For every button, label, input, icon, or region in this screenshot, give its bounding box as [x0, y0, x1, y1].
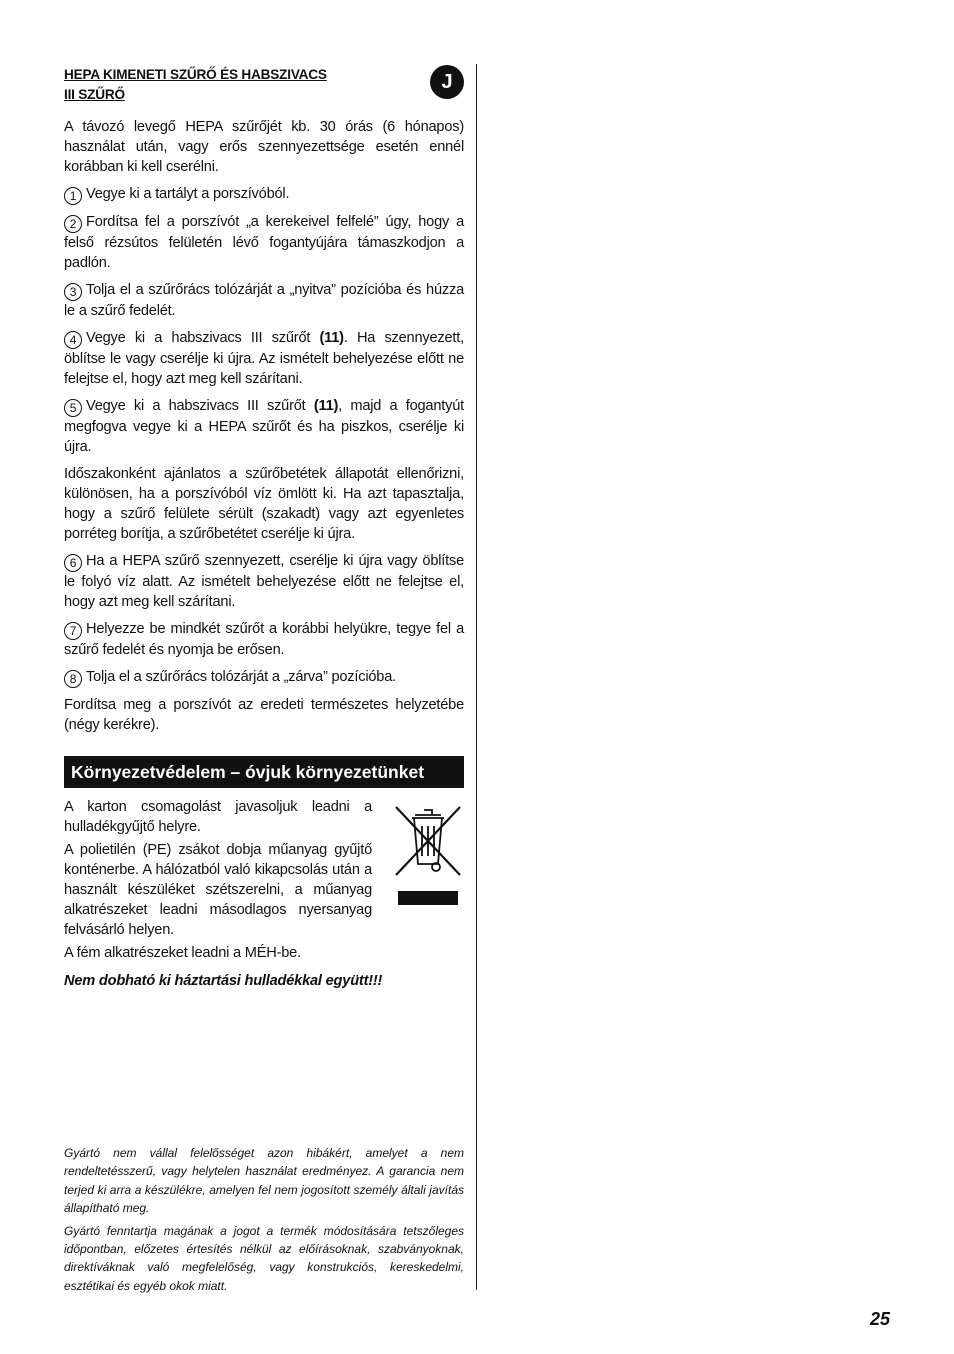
- step-number-5: 5: [64, 399, 82, 417]
- step-number-4: 4: [64, 331, 82, 349]
- page-number: 25: [870, 1309, 891, 1329]
- step-number-3: 3: [64, 283, 82, 301]
- step-4: 4 Vegye ki a habszivacs III szűrőt (11). Ha szennyezett, öblítse le vagy cserélje ki újra. Az ismételt behelyezése előtt ne felejtse el, hogy azt meg kell szárítani.: [64, 330, 464, 387]
- step-8: 8 Tolja el a szűrőrács tolózárját a „zárva” pozícióba.: [64, 667, 464, 688]
- step-number-1: 1: [64, 187, 82, 205]
- environment-title: Környezetvédelem – óvjuk környezetünket: [64, 756, 464, 788]
- step-6: 6 Ha a HEPA szűrő szennyezett, cserélje ki újra vagy öblítse le folyó víz alatt. Az ismételt behelyezése előtt ne felejtse el, hogy azt meg kell szárítani.: [64, 553, 464, 610]
- step-number-2: 2: [64, 215, 82, 233]
- step-number-6: 6: [64, 554, 82, 572]
- step-3: 3 Tolja el a szűrőrács tolózárját a „nyitva” pozícióba és húzza le a szűrő fedelét.: [64, 282, 464, 319]
- environment-paragraph-3: A fém alkatrészeket leadni a MÉH-be.: [64, 945, 301, 961]
- disclaimer-paragraph-1: Gyártó nem vállal felelősséget azon hibákért, amelyet a nem rendeltetésszerű, vagy helytelen használat eredményez. A garancia nem terjed ki arra a készülékre, amelyen fel nem jogosított személy általi javítás állapítható meg.: [64, 1146, 464, 1216]
- section-badge: J: [430, 65, 464, 99]
- step-1: 1 Vegye ki a tartályt a porszívóból.: [64, 184, 464, 205]
- periodic-note: Időszakonként ajánlatos a szűrőbetétek állapotát ellenőrizni, különösen, ha a porszívóból víz ömlött ki. Ha azt tapasztalja, hogy a szűrő felülete sérült (szakadt) vagy azt egyenletes porréteg borítja, a szűrőbetétet cserélje ki újra.: [64, 466, 464, 542]
- closing-paragraph: Fordítsa meg a porszívót az eredeti természetes helyzetébe (négy kerékre).: [64, 697, 464, 733]
- crossed-out-wheelie-bin-icon: [392, 801, 464, 911]
- step-number-8: 8: [64, 670, 82, 688]
- column-divider: [476, 64, 477, 1290]
- environment-paragraph-1: A karton csomagolást javasoljuk leadni a hulladékgyűjtő helyre.: [64, 799, 372, 835]
- disclaimer: [64, 1144, 464, 1299]
- environment-section: [64, 797, 464, 963]
- step-7: 7 Helyezze be mindkét szűrőt a korábbi helyükre, tegye fel a szűrő fedelét és nyomja be erősen.: [64, 621, 464, 658]
- intro-paragraph: A távozó levegő HEPA szűrőjét kb. 30 órás (6 hónapos) használat után, vagy erős szennyezettsége esetén ennél korábban ki kell cserélni.: [64, 119, 464, 175]
- disclaimer-paragraph-2: Gyártó fenntartja magának a jogot a termék módosítására tetszőleges időpontban, előzetes értesítés nélkül az előírásoknak, szabványoknak, direktíváknak való megfelelőség, vagy konstrukciós, kereskedelmi, esztétikai és egyéb okok miatt.: [64, 1223, 464, 1293]
- main-column: [64, 62, 464, 998]
- section-heading: [64, 65, 464, 105]
- section-heading-line1: HEPA KIMENETI SZŰRŐ ÉS HABSZIVACS: [64, 67, 327, 82]
- section-heading-line2: III SZŰRŐ: [64, 87, 125, 102]
- step-2: 2 Fordítsa fel a porszívót „a kerekeivel felfelé” úgy, hogy a felső rézsútos felületén lévő fogantyújára támaszkodjon a padlón.: [64, 214, 464, 271]
- environment-paragraph-2: A polietilén (PE) zsákot dobja műanyag gyűjtő konténerbe. A hálózatból való kikapcsolás után a használt készüléket szétszerelni, a műanyag alkatrészeket leadni másodlagos nyersanyag felvásárló helyen.: [64, 842, 372, 938]
- step-number-7: 7: [64, 622, 82, 640]
- environment-text: [64, 797, 372, 963]
- step-5: 5 Vegye ki a habszivacs III szűrőt (11), majd a fogantyút megfogva vegye ki a HEPA szűrőt és ha piszkos, cserélje ki újra.: [64, 398, 464, 455]
- disposal-warning: Nem dobható ki háztartási hulladékkal együtt!!!: [64, 973, 383, 989]
